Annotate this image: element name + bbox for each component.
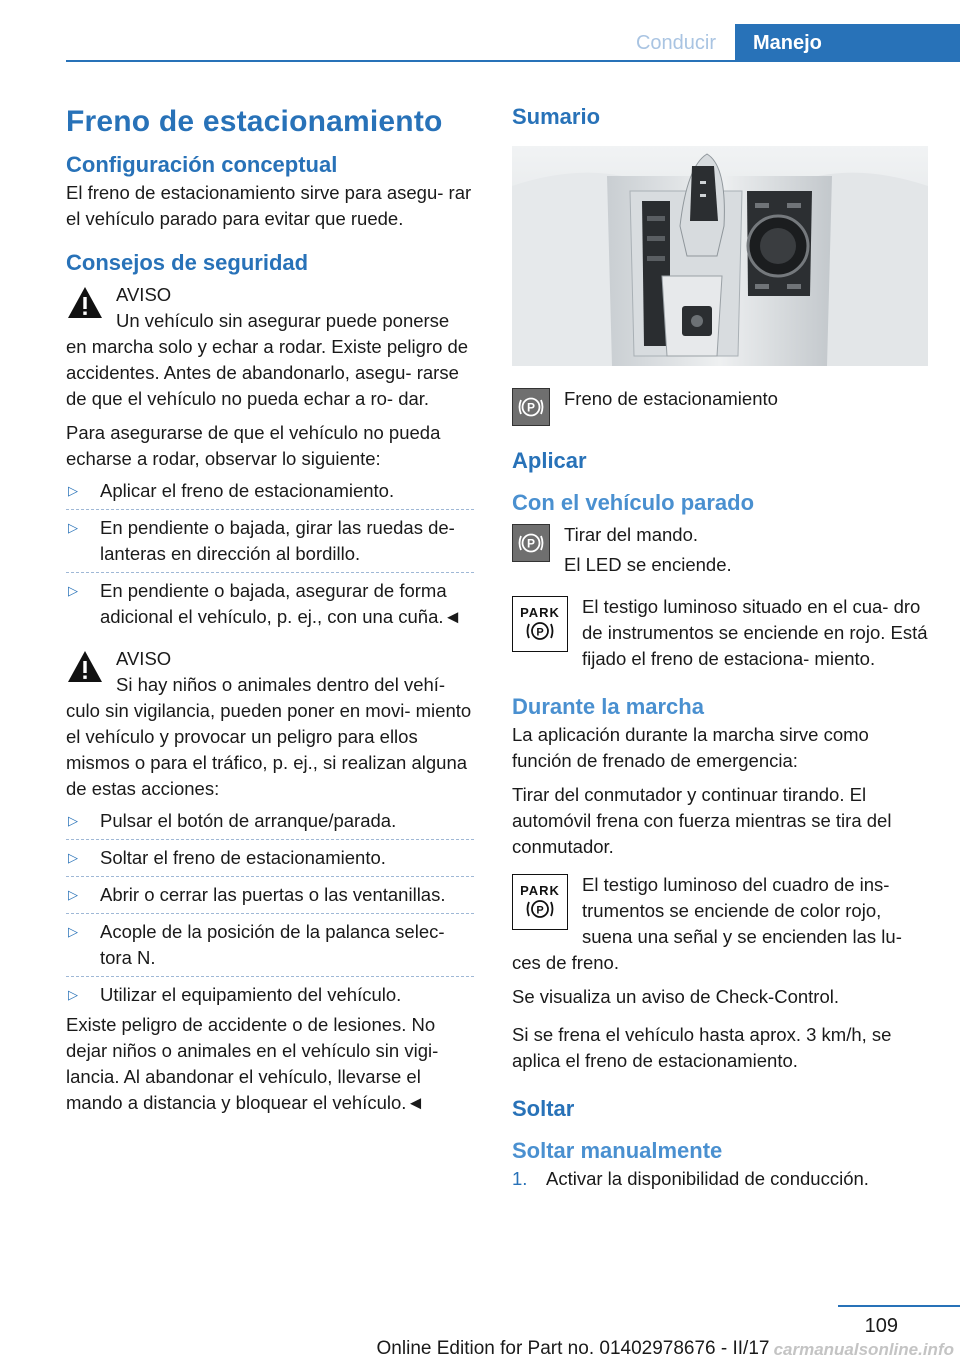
list-item: ▷ Abrir o cerrar las puertas o las ventanillas. — [66, 876, 474, 908]
park-indicator-icon: PARK P — [512, 596, 568, 652]
speed-text: Si se frena el vehículo hasta aprox. 3 km/h, se aplica el freno de estacionamiento. — [512, 1024, 892, 1071]
parking-brake-caption-block — [512, 386, 928, 426]
bullet-triangle-icon: ▷ — [68, 924, 78, 939]
parked-line-2: El LED se enciende. — [564, 554, 732, 575]
park-indicator-block-1 — [512, 594, 928, 672]
manual-release-heading: Soltar manualmente — [512, 1138, 723, 1163]
park-indicator-block-2 — [512, 872, 928, 976]
park-indicator-icon: PARK P — [512, 874, 568, 930]
bullet-triangle-icon: ▷ — [68, 520, 78, 535]
list-item: ▷ Acople de la posición de la palanca selec- tora N. — [66, 913, 474, 971]
release-heading: Soltar — [512, 1096, 575, 1121]
list-precautions — [66, 478, 474, 630]
bullet-triangle-icon: ▷ — [68, 583, 78, 598]
parked-heading: Con el vehículo parado — [512, 490, 755, 515]
closing-text: Existe peligro de accidente o de lesiones. No dejar niños o animales en el vehículo sin vigi- lancia. Al abandonar el vehículo, llevarse el mando a distancia y bloquear el vehículo.◄ — [66, 1014, 439, 1113]
warning1-label: AVISO — [116, 284, 172, 305]
driving-text-1: La aplicación durante la marcha sirve como función de frenado de emergencia: — [512, 724, 869, 771]
tab-conducir[interactable]: Conducir — [635, 31, 717, 54]
svg-text:P: P — [526, 536, 536, 551]
footer-rule — [838, 1305, 960, 1307]
left-column — [66, 96, 474, 1116]
list-item: ▷ Utilizar el equipamiento del vehículo. — [66, 976, 474, 1008]
list-item: ▷ Soltar el freno de estacionamiento. — [66, 839, 474, 871]
intro-text: Para asegurarse de que el vehículo no pueda echarse a rodar, observar lo siguiente: — [66, 422, 441, 469]
page-title: Freno de estacionamiento — [66, 105, 443, 138]
parked-line-1: Tirar del mando. — [564, 524, 699, 545]
checkcontrol-text: Se visualiza un aviso de Check-Control. — [512, 986, 839, 1007]
svg-text:P: P — [536, 626, 544, 639]
bullet-triangle-icon: ▷ — [68, 813, 78, 828]
driving-heading: Durante la marcha — [512, 694, 704, 719]
bullet-triangle-icon: ▷ — [68, 483, 78, 498]
safety-heading: Consejos de seguridad — [66, 250, 309, 275]
warning-triangle-icon — [66, 648, 104, 686]
list-item: ▷ Pulsar el botón de arranque/parada. — [66, 808, 474, 834]
watermark: carmanualsonline.info — [773, 1340, 954, 1359]
warning-block-2 — [66, 646, 474, 802]
list-item: ▷ En pendiente o bajada, girar las ruedas de- lanteras en dirección al bordillo. — [66, 509, 474, 567]
list-item: 1. Activar la disponibilidad de conducción. — [512, 1168, 869, 1189]
warning-block-1 — [66, 282, 474, 412]
svg-text:P: P — [526, 400, 536, 415]
list-child-actions — [66, 808, 474, 1008]
warning2-label: AVISO — [116, 648, 172, 669]
parked-instruction-block — [512, 522, 928, 578]
list-item: ▷ Aplicar el freno de estacionamiento. — [66, 478, 474, 504]
parking-brake-icon — [512, 524, 550, 562]
warning2-text: Si hay niños o animales dentro del vehí- culo sin vigilancia, pueden poner en movi- miento el vehículo y provocar un peligro para ellos mismos o para el tráfico, p. ej., si realizan alguna de estas acciones: — [66, 674, 472, 799]
concept-text: El freno de estacionamiento sirve para asegu- rar el vehículo parado para evitar que ruede. — [66, 182, 472, 229]
concept-heading: Configuración conceptual — [66, 152, 338, 177]
tab-manejo[interactable]: Manejo — [735, 24, 960, 62]
warning-triangle-icon — [66, 284, 104, 322]
bullet-triangle-icon: ▷ — [68, 987, 78, 1002]
warning1-text: Un vehículo sin asegurar puede ponerse en marcha solo y echar a rodar. Existe peligro de accidentes. Antes de abandonarlo, asegu- rarse de que el vehículo no pueda echar a ro- dar. — [66, 310, 469, 409]
list-item: ▷ En pendiente o bajada, asegurar de forma adicional el vehículo, p. ej., con una cuña.◄ — [66, 572, 474, 630]
park1-text: El testigo luminoso situado en el cua- dro de instrumentos se enciende en rojo. Está fijado el freno de estaciona- miento. — [582, 596, 928, 669]
summary-heading: Sumario — [512, 104, 601, 129]
svg-text:P: P — [536, 904, 544, 917]
parking-brake-icon — [512, 388, 550, 426]
park2-text: El testigo luminoso del cuadro de ins- trumentos se enciende de color rojo, suena una señal y se encienden las lu- ces de freno. — [512, 874, 902, 973]
bullet-triangle-icon: ▷ — [68, 887, 78, 902]
right-column — [512, 96, 928, 1192]
driving-text-2: Tirar del conmutador y continuar tirando. El automóvil frena con fuerza mientras se tira del conmutador. — [512, 784, 892, 857]
parking-brake-caption: Freno de estacionamiento — [564, 388, 778, 409]
center-console-photo — [512, 146, 928, 366]
bullet-triangle-icon: ▷ — [68, 850, 78, 865]
edition-line: Online Edition for Part no. 01402978676 - II/17 — [376, 1338, 770, 1359]
page-number: 109 — [864, 1315, 898, 1337]
release-steps — [512, 1166, 928, 1192]
apply-heading: Aplicar — [512, 448, 587, 473]
header-rule — [66, 60, 960, 62]
